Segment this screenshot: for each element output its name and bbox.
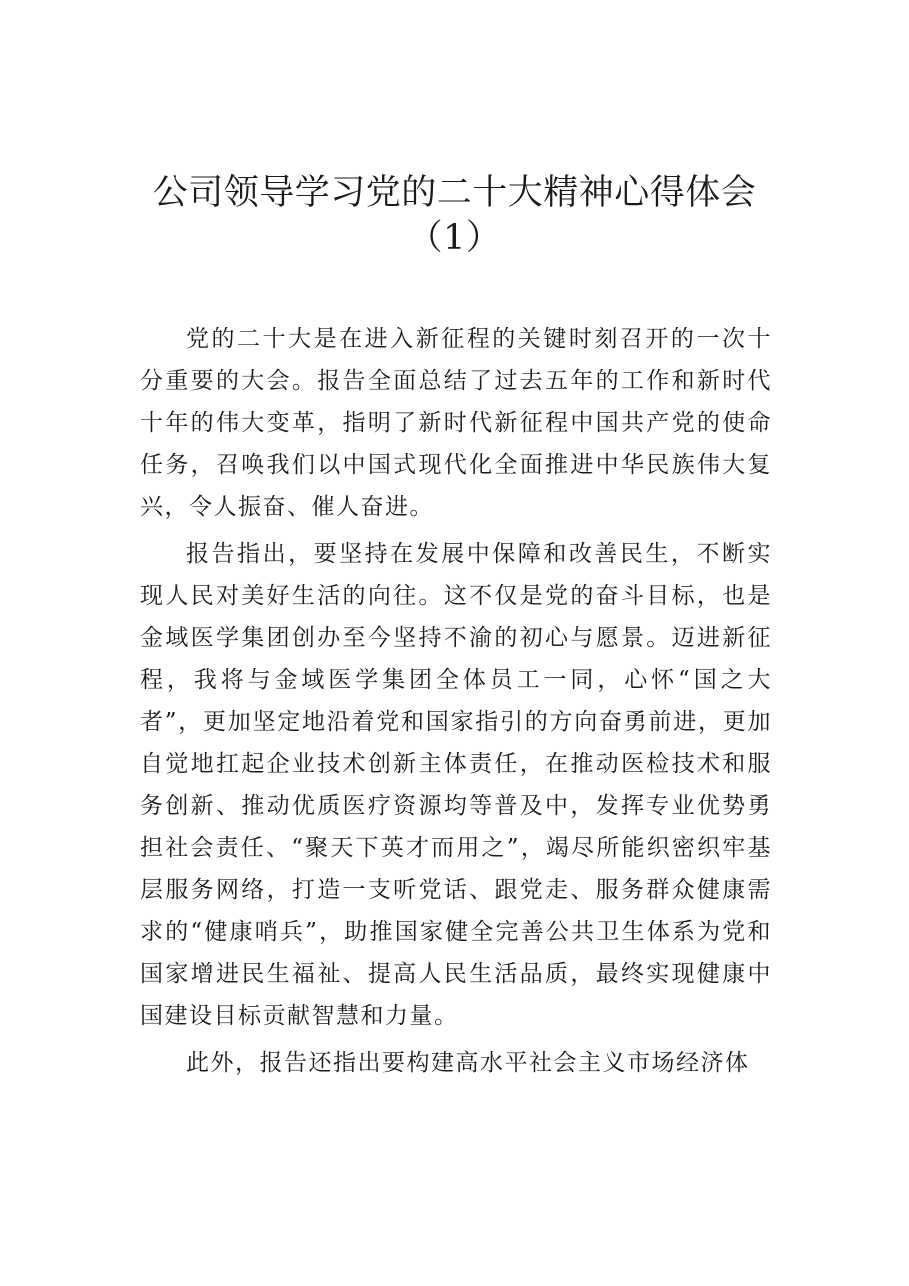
paragraph: 党的二十大是在进入新征程的关键时刻召开的一次十分重要的大会。报告全面总结了过去五年的工作和新时代十年的伟大变革，指明了新时代新征程中国共产党的使命任务，召唤我们以中国式现代化全面推进中华民族伟大复兴，令人振奋、催人奋进。 [140,326,772,520]
paragraph: 此外，报告还指出要构建高水平社会主义市场经济体 [186,1050,750,1076]
paragraph: 报告指出，要坚持在发展中保障和改善民生，不断实现人民对美好生活的向往。这不仅是党的奋斗目标，也是金域医学集团创办至今坚持不渝的初心与愿景。迈进新征程，我将与金域医学集团全体员工一同，心怀“国之大者”，更加坚定地沿着党和国家指引的方向奋勇前进，更加自觉地扛起企业技术创新主体责任，在推动医检技术和服务创新、推动优质医疗资源均等普及中，发挥专业优势勇担社会责任、“聚天下英才而用之”，竭尽所能织密织牢基层服务网络，打造一支听党话、跟党走、服务群众健康需求的“健康哨兵”，助推国家健全完善公共卫生体系为党和国家增进民生福祉、提高人民生活品质，最终实现健康中国建设目标贡献智慧和力量。 [140,541,772,1029]
document-body [140,318,772,1089]
document-title: 公司领导学习党的二十大精神心得体会 [152,173,757,213]
document-title-number: （1） [407,218,502,258]
